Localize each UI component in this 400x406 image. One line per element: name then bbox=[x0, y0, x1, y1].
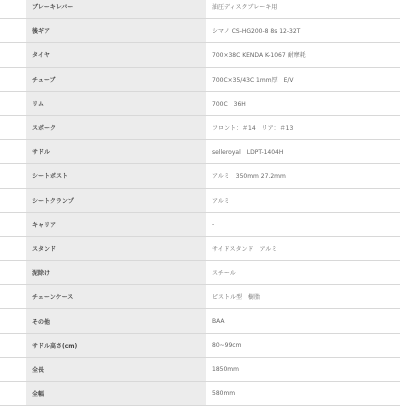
spec-row bbox=[0, 358, 400, 382]
spec-value: ピストル型 樹脂 bbox=[212, 294, 261, 302]
spec-key: シートポスト bbox=[26, 164, 206, 187]
spec-row bbox=[0, 68, 400, 92]
spec-row bbox=[0, 19, 400, 43]
spec-value: 80~99cm bbox=[212, 341, 242, 349]
spec-row bbox=[0, 237, 400, 261]
spec-value: 1850mm bbox=[212, 365, 239, 373]
spec-key: スポーク bbox=[26, 116, 206, 139]
spec-row bbox=[0, 140, 400, 164]
spec-value: selleroyal LDPT-1404H bbox=[212, 149, 284, 157]
spec-value: - bbox=[212, 220, 215, 228]
spec-value: シマノ CS-HG200-8 8s 12-32T bbox=[212, 28, 301, 36]
spec-value: フロント：＃14 リア：＃13 bbox=[212, 125, 294, 133]
spec-value: 700C 36H bbox=[212, 100, 246, 108]
spec-row bbox=[0, 213, 400, 237]
spec-value: サイドスタンド アルミ bbox=[212, 245, 278, 253]
spec-key: ブレーキレバー bbox=[26, 0, 206, 18]
spec-row bbox=[0, 189, 400, 213]
spec-key: 全長 bbox=[26, 358, 206, 381]
spec-row bbox=[0, 261, 400, 285]
spec-row bbox=[0, 334, 400, 358]
spec-value: 700×38C KENDA K-1067 耐摩耗 bbox=[212, 52, 306, 60]
spec-row bbox=[0, 92, 400, 116]
spec-key: サドル bbox=[26, 140, 206, 163]
spec-row bbox=[0, 164, 400, 188]
spec-key: シートクランプ bbox=[26, 189, 206, 212]
spec-key: チューブ bbox=[26, 68, 206, 91]
spec-row bbox=[0, 116, 400, 140]
spec-key: その他 bbox=[26, 309, 206, 332]
spec-key: スタンド bbox=[26, 237, 206, 260]
spec-key: サドル高さ(cm) bbox=[26, 334, 206, 357]
spec-row bbox=[0, 0, 400, 19]
spec-value: アルミ bbox=[212, 197, 230, 205]
spec-value: 580mm bbox=[212, 390, 236, 398]
spec-key: 泥除け bbox=[26, 261, 206, 284]
spec-key: 後ギア bbox=[26, 19, 206, 42]
spec-key: リム bbox=[26, 92, 206, 115]
spec-value: スチール bbox=[212, 270, 236, 278]
spec-key: キャリア bbox=[26, 213, 206, 236]
spec-key: 全幅 bbox=[26, 382, 206, 405]
spec-row bbox=[0, 43, 400, 67]
spec-key: チェーンケース bbox=[26, 285, 206, 308]
spec-row bbox=[0, 309, 400, 333]
spec-value: アルミ 350mm 27.2mm bbox=[212, 173, 286, 181]
spec-value: 700C×35/43C 1mm厚 E/V bbox=[212, 76, 294, 84]
spec-row bbox=[0, 382, 400, 406]
spec-row bbox=[0, 285, 400, 309]
spec-key: タイヤ bbox=[26, 43, 206, 66]
spec-value: BAA bbox=[212, 317, 225, 325]
spec-value: 油圧ディスクブレーキ用 bbox=[212, 4, 278, 12]
